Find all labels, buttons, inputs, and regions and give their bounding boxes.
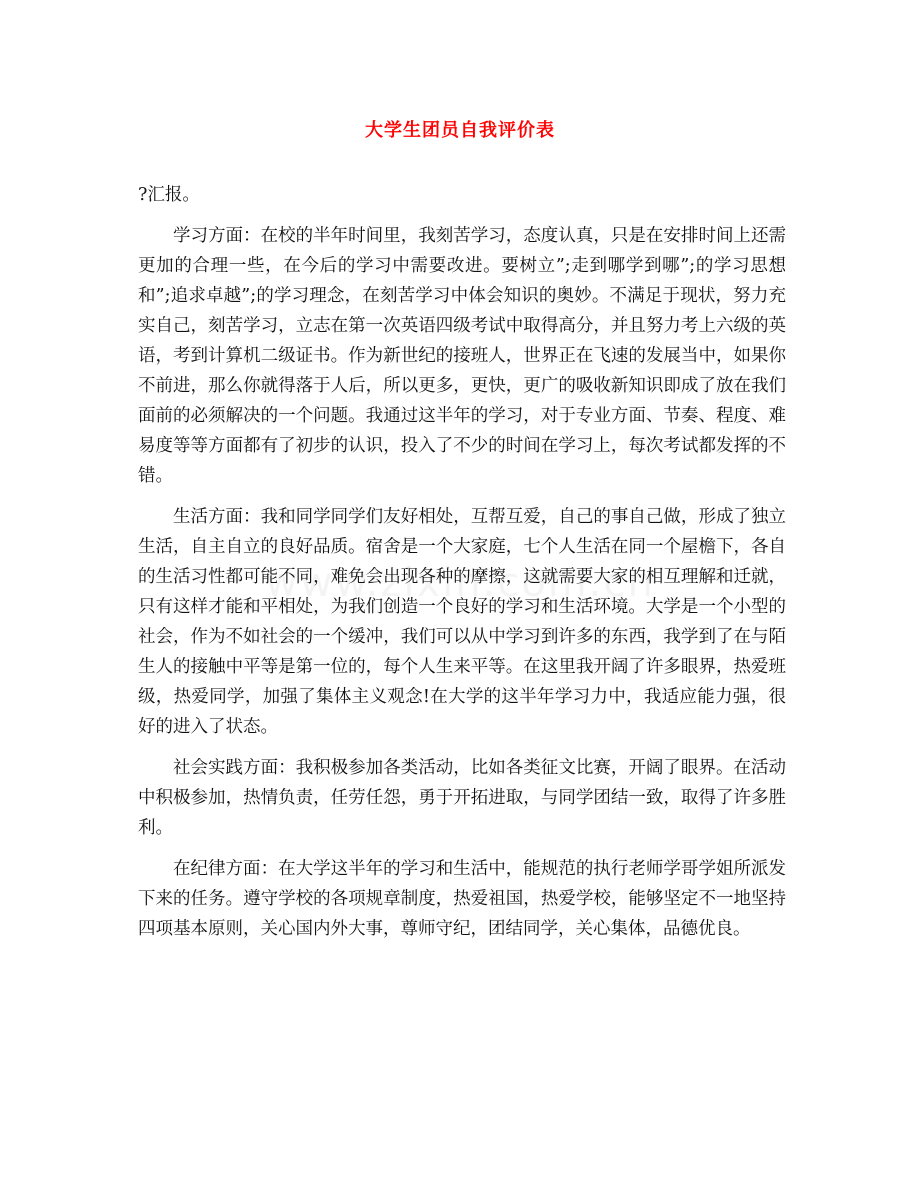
document-body [138, 180, 786, 955]
paragraph-study: 学习方面：在校的半年时间里，我刻苦学习，态度认真，只是在安排时间上还需更加的合理一些，在今后的学习中需要改进。要树立”;走到哪学到哪”;的学习思想和”;追求卓越”;的学习理念，在刻苦学习中体会知识的奥妙。不满足于现状，努力充实自己，刻苦学习，立志在第一次英语四级考试中取得高分，并且努力考上六级的英语，考到计算机二级证书。作为新世纪的接班人，世界正在飞速的发展当中，如果你不前进，那么你就得落于人后，所以更多，更快，更广的吸收新知识即成了放在我们面前的必须解决的一个问题。我通过这半年的学习，对于专业方面、节奏、程度、难易度等等方面都有了初步的认识，投入了不少的时间在学习上，每次考试都发挥的不错。 [138, 226, 786, 486]
paragraph-social-practice: 社会实践方面：我积极参加各类活动，比如各类征文比赛，开阔了眼界。在活动中积极参加，热情负责，任劳任怨，勇于开拓进取，与同学团结一致，取得了许多胜利。 [138, 758, 786, 838]
intro-fragment: ?汇报。 [138, 185, 200, 205]
paragraph-life: 生活方面：我和同学同学们友好相处，互帮互爱，自己的事自己做，形成了独立生活，自主自立的良好品质。宿舍是一个大家庭，七个人生活在同一个屋檐下，各自的生活习性都可能不同，难免会出现各种的摩擦，这就需要大家的相互理解和迁就，只有这样才能和平相处，为我们创造一个良好的学习和生活环境。大学是一个小型的社会，作为不如社会的一个缓冲，我们可以从中学习到许多的东西，我学到了在与陌生人的接触中平等是第一位的，每个人生来平等。在这里我开阔了许多眼界，热爱班级，热爱同学，加强了集体主义观念!在大学的这半年学习力中，我适应能力强，很好的进入了状态。 [138, 507, 786, 737]
paragraph-discipline: 在纪律方面：在大学这半年的学习和生活中，能规范的执行老师学哥学姐所派发下来的任务。遵守学校的各项规章制度，热爱祖国，热爱学校，能够坚定不一地坚持四项基本原则，关心国内外大事，尊师守纪，团结同学，关心集体，品德优良。 [138, 859, 786, 939]
document-title: 大学生团员自我评价表 [365, 120, 555, 141]
